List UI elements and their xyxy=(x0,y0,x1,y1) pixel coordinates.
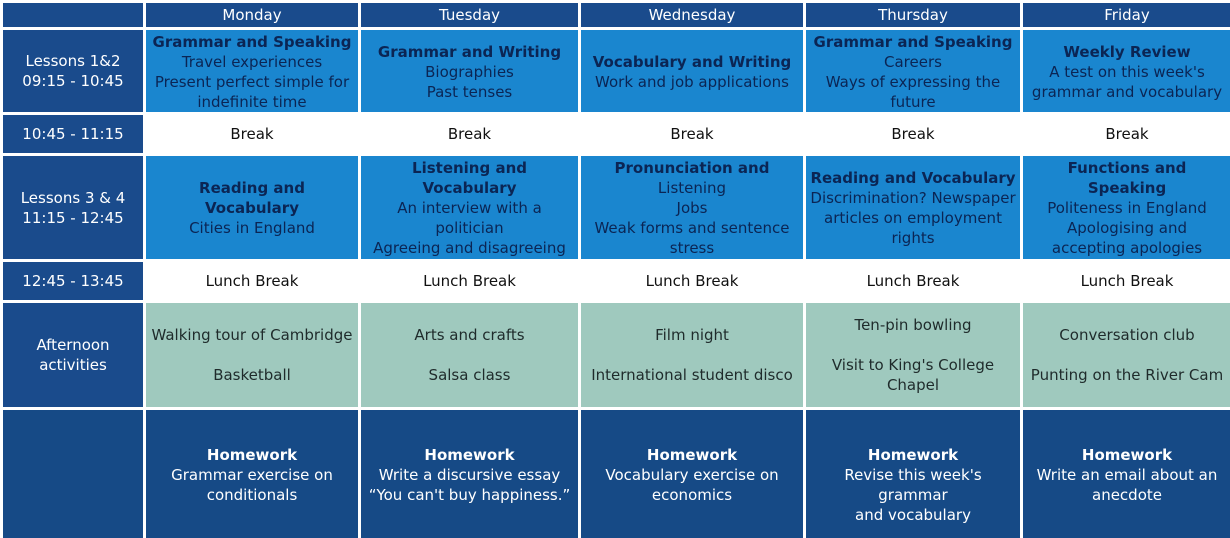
time-range: 09:15 - 10:45 xyxy=(22,72,124,90)
homework-cell xyxy=(361,410,578,538)
lesson-line: politician xyxy=(435,218,504,237)
homework-title: Homework xyxy=(646,446,738,464)
activity-item: Basketball xyxy=(213,366,291,384)
activity-item: International student disco xyxy=(591,366,793,384)
time-label-lunch: 12:45 - 13:45 xyxy=(3,262,143,300)
activity-item: Film night xyxy=(655,326,729,344)
lesson-line: Discrimination? Newspaper xyxy=(810,188,1016,207)
lesson-line: Work and job applications xyxy=(595,73,789,91)
lesson-line: articles on employment xyxy=(824,208,1002,227)
lunch-cell: Lunch Break xyxy=(1023,262,1230,300)
homework-line: Write a discursive essay xyxy=(378,466,561,484)
lesson-cell xyxy=(361,30,578,112)
lesson-title: Listening and Vocabulary xyxy=(412,158,527,197)
lesson-line: A test on this week's xyxy=(1049,63,1205,81)
lesson-line: Present perfect simple for xyxy=(154,73,350,91)
time-label-text: Afternoon xyxy=(36,336,110,354)
homework-line: Vocabulary exercise on xyxy=(605,466,779,484)
activity-cell xyxy=(361,303,578,407)
lesson-line: Careers xyxy=(884,53,942,71)
homework-cell xyxy=(146,410,358,538)
lesson-line: Cities in England xyxy=(189,218,315,237)
lesson-cell xyxy=(806,156,1020,259)
lesson-line: Past tenses xyxy=(426,83,513,101)
time-label-lessons-1-2 xyxy=(3,30,143,112)
break-cell: Break xyxy=(806,115,1020,153)
day-header: Friday xyxy=(1023,3,1230,27)
lesson-cell xyxy=(581,30,803,112)
lesson-cell xyxy=(361,156,578,259)
time-label-text: activities xyxy=(39,356,107,374)
lesson-cell xyxy=(806,30,1020,112)
activity-item: Chapel xyxy=(886,376,940,394)
time-label-break: 10:45 - 11:15 xyxy=(3,115,143,153)
lesson-line: grammar and vocabulary xyxy=(1031,83,1223,101)
lunch-cell: Lunch Break xyxy=(146,262,358,300)
homework-line: economics xyxy=(651,486,733,504)
activity-cell xyxy=(1023,303,1230,407)
activity-cell xyxy=(146,303,358,407)
lesson-title: Grammar and Speaking xyxy=(813,33,1013,51)
lesson-title: Reading and Vocabulary xyxy=(810,168,1016,187)
lunch-cell: Lunch Break xyxy=(581,262,803,300)
lesson-title: Vocabulary and Writing xyxy=(592,53,792,71)
homework-line: and vocabulary xyxy=(855,506,971,524)
activity-item: Punting on the River Cam xyxy=(1030,366,1224,384)
lesson-cell xyxy=(146,30,358,112)
homework-title: Homework xyxy=(1081,446,1173,464)
activity-item: Visit to King's College xyxy=(831,356,995,374)
homework-corner xyxy=(3,410,143,538)
time-range: 11:15 - 12:45 xyxy=(22,208,124,227)
lesson-line: rights xyxy=(891,228,935,247)
timetable xyxy=(3,3,1230,538)
lesson-line: Biographies xyxy=(425,63,514,81)
homework-line: Grammar exercise on xyxy=(171,466,333,484)
lesson-line: accepting apologies xyxy=(1051,238,1203,257)
homework-title: Homework xyxy=(206,446,298,464)
homework-title: Homework xyxy=(867,446,959,464)
lesson-line: Politeness in England xyxy=(1047,198,1207,217)
lesson-title: Functions and Speaking xyxy=(1067,158,1187,197)
break-cell: Break xyxy=(1023,115,1230,153)
lesson-title: Grammar and Writing xyxy=(377,43,562,61)
lesson-title: Grammar and Speaking xyxy=(152,33,352,51)
activity-cell xyxy=(581,303,803,407)
lesson-cell xyxy=(1023,156,1230,259)
lunch-cell: Lunch Break xyxy=(806,262,1020,300)
lesson-line: An interview with a xyxy=(397,198,542,217)
homework-line: “You can't buy happiness.” xyxy=(368,486,571,504)
homework-line: conditionals xyxy=(206,486,298,504)
lesson-cell xyxy=(1023,30,1230,112)
homework-line: anecdote xyxy=(1092,486,1162,504)
homework-line: Write an email about an xyxy=(1036,466,1218,484)
lesson-line: Apologising and xyxy=(1067,218,1187,237)
lesson-line: indefinite time xyxy=(197,93,307,111)
homework-line: Revise this week's grammar xyxy=(844,466,982,504)
time-label-text: Lessons 3 & 4 xyxy=(20,188,126,207)
homework-cell xyxy=(806,410,1020,538)
header-corner xyxy=(3,3,143,27)
day-header: Monday xyxy=(146,3,358,27)
homework-cell xyxy=(581,410,803,538)
homework-title: Homework xyxy=(424,446,515,464)
lesson-title: Weekly Review xyxy=(1063,43,1191,61)
day-header: Thursday xyxy=(806,3,1020,27)
lesson-line: Ways of expressing the xyxy=(825,73,1001,91)
break-cell: Break xyxy=(581,115,803,153)
lesson-line: future xyxy=(890,93,936,111)
break-cell: Break xyxy=(361,115,578,153)
lesson-cell xyxy=(581,156,803,259)
lesson-line: Listening xyxy=(657,178,727,197)
activity-cell xyxy=(806,303,1020,407)
lunch-cell: Lunch Break xyxy=(361,262,578,300)
lesson-line: Travel experiences xyxy=(181,53,323,71)
lesson-line: Agreeing and disagreeing xyxy=(373,238,566,257)
lesson-line: Weak forms and sentence xyxy=(594,218,790,237)
activity-item: Walking tour of Cambridge xyxy=(151,326,353,344)
activity-item: Conversation club xyxy=(1059,326,1195,344)
lesson-cell xyxy=(146,156,358,259)
lesson-title: Pronunciation and xyxy=(614,158,770,177)
break-cell: Break xyxy=(146,115,358,153)
lesson-title: Reading and Vocabulary xyxy=(199,178,305,217)
lesson-line: Jobs xyxy=(676,198,708,217)
activity-item: Arts and crafts xyxy=(414,326,525,344)
homework-cell xyxy=(1023,410,1230,538)
day-header: Tuesday xyxy=(361,3,578,27)
activity-item: Salsa class xyxy=(428,366,511,384)
day-header: Wednesday xyxy=(581,3,803,27)
time-label-afternoon xyxy=(3,303,143,407)
activity-item: Ten-pin bowling xyxy=(854,316,972,334)
time-label-lessons-3-4 xyxy=(3,156,143,259)
time-label-text: Lessons 1&2 xyxy=(25,52,121,70)
lesson-line: stress xyxy=(669,238,715,257)
